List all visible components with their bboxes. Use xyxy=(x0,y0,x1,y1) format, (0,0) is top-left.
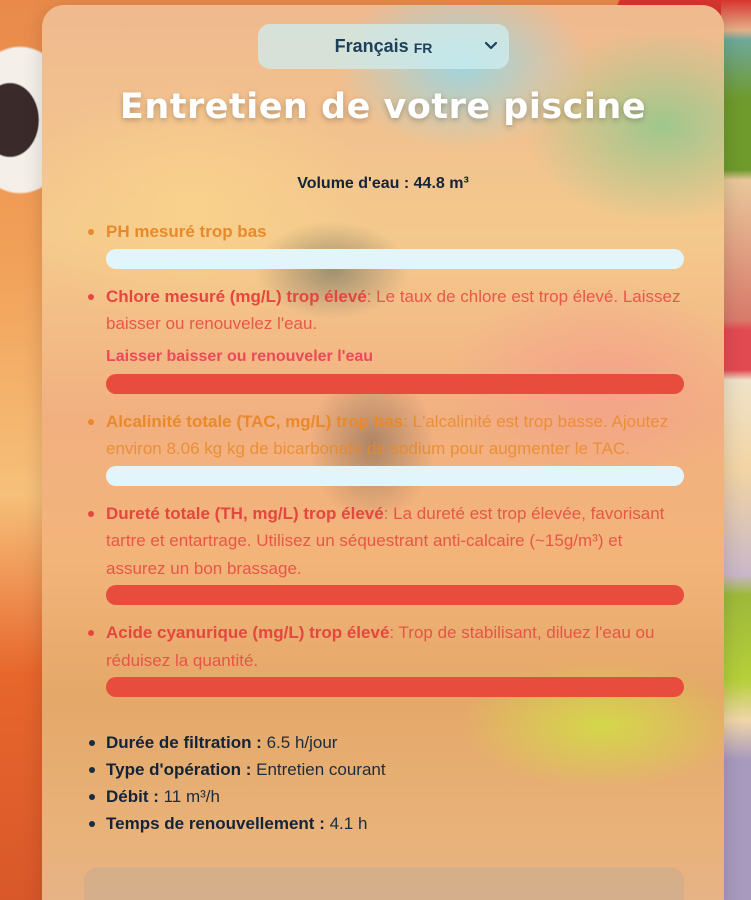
alert-description: : Trop de stabilisant, diluez l'eau ou réduisez la quantité. xyxy=(106,623,655,670)
alert-text xyxy=(106,619,686,674)
alert-action: Laisser baisser ou renouveler l'eau xyxy=(106,347,374,365)
alert-description: : Le taux de chlore est trop élevé. Laissez baisser ou renouvelez l'eau. xyxy=(106,286,681,333)
alert-level-bar xyxy=(106,585,684,605)
alert-ph xyxy=(106,218,686,269)
info-value: 11 m³/h xyxy=(158,787,220,806)
alert-label: Chlore mesuré (mg/L) trop élevé xyxy=(106,286,367,306)
info-value: Entretien courant xyxy=(251,760,386,779)
language-select[interactable] xyxy=(258,24,509,69)
water-volume xyxy=(42,175,724,193)
info-filtration-duration xyxy=(106,729,386,756)
alert-cyanuric-acid xyxy=(106,619,686,697)
alert-chlorine xyxy=(106,283,686,394)
alert-label: PH mesuré trop bas xyxy=(106,222,267,241)
info-key: Débit : xyxy=(106,787,159,806)
alerts-list xyxy=(106,218,686,697)
alert-alkalinity xyxy=(106,408,686,486)
alert-description: : La dureté est trop élevée, favorisant tartre et entartrage. Utilisez un séquestrant anti-calcaire (~15g/m³) et assurez un bon brassage. xyxy=(106,503,665,578)
alert-level-bar xyxy=(106,677,684,697)
info-renewal-time xyxy=(106,810,386,837)
alert-text xyxy=(106,500,686,583)
alert-hardness xyxy=(106,500,686,606)
filtration-info-list xyxy=(106,729,386,837)
alert-level-bar xyxy=(106,249,684,269)
info-value: 4.1 h xyxy=(324,814,368,833)
alert-text xyxy=(106,408,686,463)
chevron-down-icon xyxy=(483,37,499,53)
bottom-panel xyxy=(84,867,684,900)
info-key: Durée de filtration : xyxy=(106,733,262,752)
volume-value: 44.8 m³ xyxy=(413,175,469,192)
alert-level-bar xyxy=(106,466,684,486)
volume-label: Volume d'eau : xyxy=(297,175,410,192)
alert-text xyxy=(106,218,686,246)
info-flow-rate xyxy=(106,783,386,810)
alert-label: Alcalinité totale (TAC, mg/L) trop bas xyxy=(106,411,404,431)
info-key: Temps de renouvellement : xyxy=(106,814,325,833)
alert-text xyxy=(106,283,686,338)
info-value: 6.5 h/jour xyxy=(261,733,338,752)
page-title: Entretien de votre piscine xyxy=(119,87,647,127)
alert-level-bar xyxy=(106,374,684,394)
language-label: Français xyxy=(334,36,409,56)
info-operation-type xyxy=(106,756,386,783)
alert-label: Dureté totale (TH, mg/L) trop élevé xyxy=(106,503,384,523)
maintenance-card xyxy=(42,5,724,900)
alert-label: Acide cyanurique (mg/L) trop élevé xyxy=(106,623,390,642)
language-code: FR xyxy=(413,40,433,56)
info-key: Type d'opération : xyxy=(106,760,252,779)
alert-description: : L'alcalinité est trop basse. Ajoutez environ 8.06 kg kg de bicarbonate de sodium pour augmenter le TAC. xyxy=(106,411,669,458)
background-image xyxy=(721,0,751,900)
